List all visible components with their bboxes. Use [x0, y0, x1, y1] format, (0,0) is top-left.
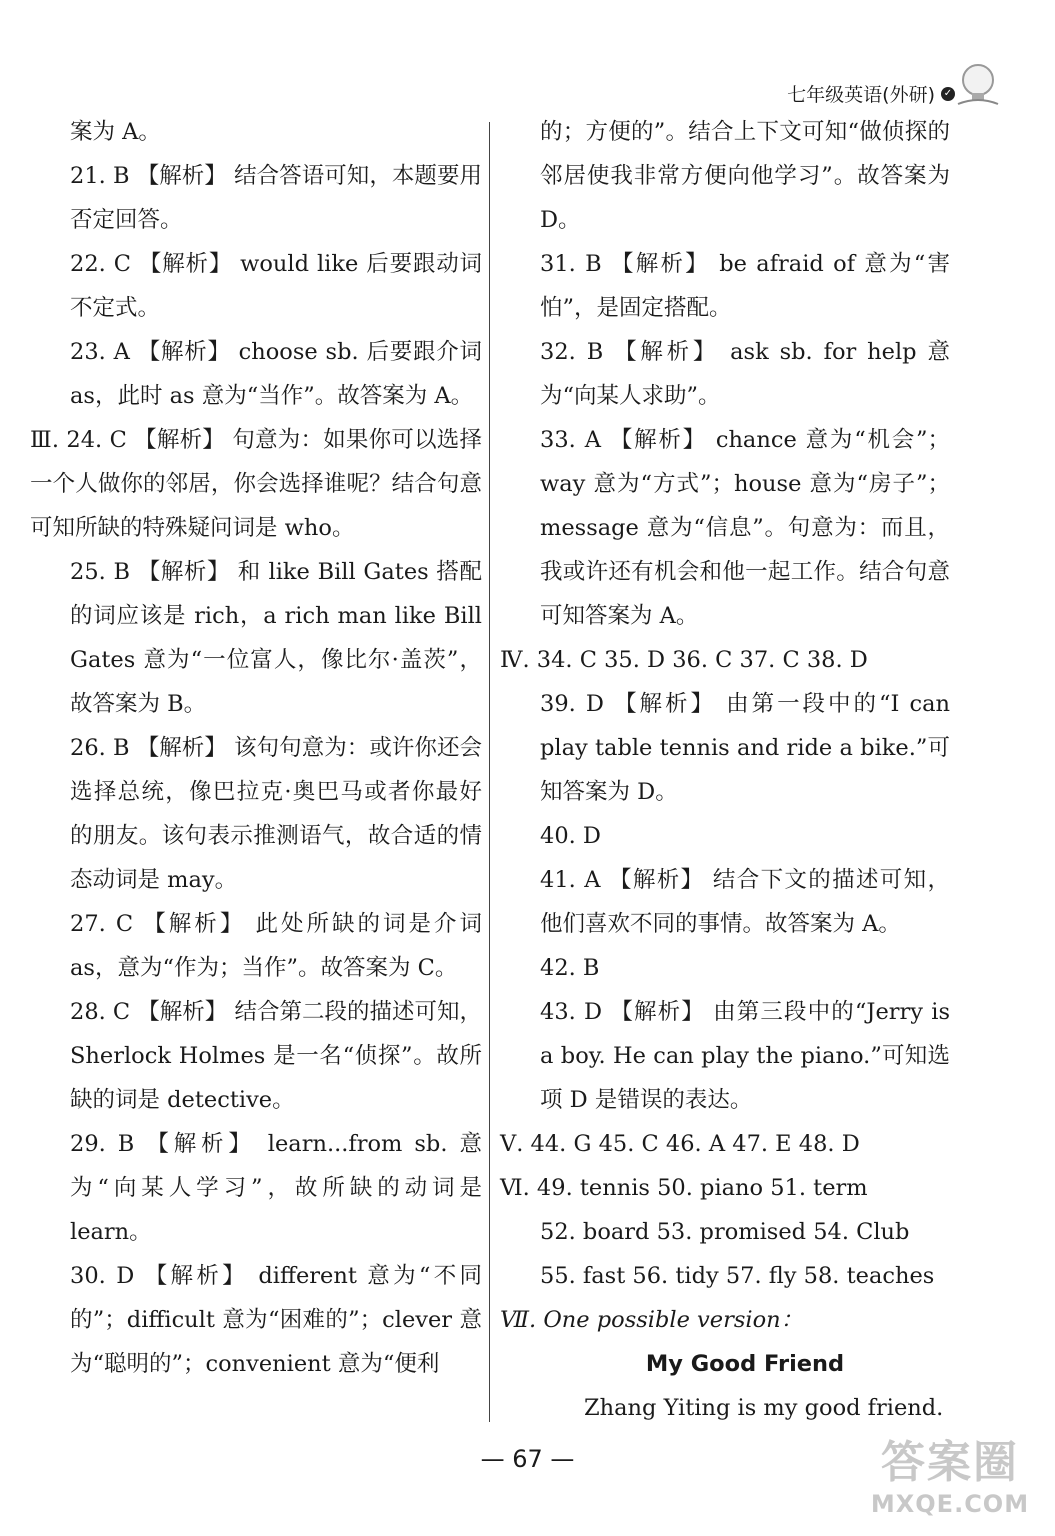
- book-header: [787, 80, 955, 107]
- section-vi: Ⅵ. 49. tennis 50. piano 51. term: [500, 1175, 868, 1201]
- answer-27: 27. C 【解析】 此处所缺的词是介词 as，意为“作为；当作”。故答案为 C。: [70, 911, 482, 981]
- section-v: Ⅴ. 44. G 45. C 46. A 47. E 48. D: [500, 1131, 860, 1157]
- right-column: [500, 110, 950, 1430]
- lightbulb-icon: [953, 60, 1003, 110]
- book-title: 七年级英语(外研): [787, 84, 935, 106]
- answer-43: 43. D 【解析】 由第三段中的“Jerry is a boy. He can play the piano.”可知选项 D 是错误的表达。: [540, 999, 950, 1113]
- answer-39: 39. D 【解析】 由第一段中的“I can play table tennis and ride a bike.”可知答案为 D。: [540, 691, 950, 805]
- answer-42: 42. B: [540, 955, 600, 981]
- essay-title: My Good Friend: [645, 1351, 845, 1377]
- watermark-line2: MXQE.COM: [870, 1490, 1030, 1518]
- section-vi-row3: 55. fast 56. tidy 57. fly 58. teaches: [540, 1263, 935, 1289]
- column-divider: [489, 122, 490, 1422]
- answer-23: 23. A 【解析】 choose sb. 后要跟介词 as，此时 as 意为“当作”。故答案为 A。: [70, 339, 482, 409]
- check-icon: ✓: [941, 87, 955, 101]
- answer-40: 40. D: [540, 823, 601, 849]
- answer-28: 28. C 【解析】 结合第二段的描述可知，Sherlock Holmes 是一名“侦探”。故所缺的词是 detective。: [70, 999, 482, 1113]
- section-iv: Ⅳ. 34. C 35. D 36. C 37. C 38. D: [500, 647, 868, 673]
- section-vii: Ⅶ. One possible version：: [500, 1307, 804, 1333]
- answer-25: 25. B 【解析】 和 like Bill Gates 搭配的词应该是 rich，a rich man like Bill Gates 意为“一位富人，像比尔·盖茨”，故答案为 B。: [70, 559, 482, 717]
- answer-32: 32. B 【解析】 ask sb. for help 意为“向某人求助”。: [540, 339, 950, 409]
- left-column: [30, 110, 482, 1386]
- essay-first-line: Zhang Yiting is my good friend.: [584, 1395, 944, 1421]
- watermark: [865, 1436, 1035, 1526]
- page-number: — 67 —: [480, 1445, 575, 1473]
- answer-29: 29. B 【解析】 learn...from sb. 意为“向某人学习”，故所缺的动词是 learn。: [70, 1131, 482, 1245]
- answer-30: 30. D 【解析】 different 意为“不同的”；difficult 意为“困难的”；clever 意为“聪明的”；convenient 意为“便利: [70, 1263, 482, 1377]
- answer-31: 31. B 【解析】 be afraid of 意为“害怕”，是固定搭配。: [540, 251, 950, 321]
- section-vi-row2: 52. board 53. promised 54. Club: [540, 1219, 910, 1245]
- answer-26: 26. B 【解析】 该句句意为：或许你还会选择总统，像巴拉克·奥巴马或者你最好的朋友。该句表示推测语气，故合适的情态动词是 may。: [70, 735, 482, 893]
- answer-41: 41. A 【解析】 结合下文的描述可知，他们喜欢不同的事情。故答案为 A。: [540, 867, 950, 937]
- answer-line: 案为 A。: [70, 119, 161, 145]
- answer-33: 33. A 【解析】 chance 意为“机会”；way 意为“方式”；house 意为“房子”；message 意为“信息”。句意为：而且，我或许还有机会和他一起工作。结合句意可知答案为 A。: [540, 427, 950, 629]
- answer-30-cont: 的；方便的”。结合上下文可知“做侦探的邻居使我非常方便向他学习”。故答案为 D。: [540, 119, 950, 233]
- answer-24: Ⅲ. 24. C 【解析】 句意为：如果你可以选择一个人做你的邻居，你会选择谁呢？结合句意可知所缺的特殊疑问词是 who。: [30, 427, 482, 541]
- answer-21: 21. B 【解析】 结合答语可知，本题要用否定回答。: [70, 163, 482, 233]
- answer-22: 22. C 【解析】 would like 后要跟动词不定式。: [70, 251, 482, 321]
- watermark-line1: 答案圈: [881, 1437, 1019, 1488]
